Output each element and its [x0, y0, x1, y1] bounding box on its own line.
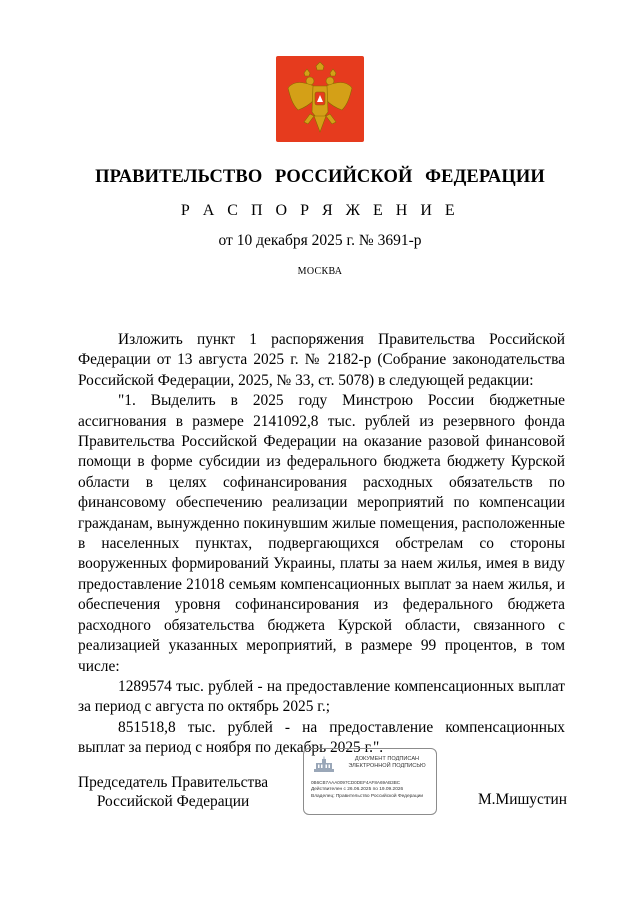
paragraph-payment-aug-oct: 1289574 тыс. рублей - на предоставление компенсационных выплат за период с августа по октябрь 2025 г.;: [78, 677, 565, 716]
document-type: Р А С П О Р Я Ж Е Н И Е: [180, 202, 460, 219]
stamp-validity: Действителен с 26.06.2025 по 19.09.2026: [311, 787, 404, 792]
signatory-position-line1: Председатель Правительства: [78, 774, 269, 791]
stamp-title-line1: ДОКУМЕНТ ПОДПИСАН: [354, 756, 420, 762]
paragraph-intro: Изложить пункт 1 распоряжения Правительства Российской Федерации от 13 августа 2025 г. № 2182-р (Собрание законодательства Российской Федерации, 2025, № 33, ст. 5078) в следующей редакции:: [78, 331, 565, 389]
electronic-signature-stamp: [303, 748, 437, 815]
coat-of-arms-icon: [276, 56, 364, 142]
paragraph-item-1: "1. Выделить в 2025 году Минстрою России бюджетные ассигнования в размере 2141092,8 тыс. рублей из резервного фонда Правительства Российской Федерации на оказание разовой финансовой помощи в форме субсидии из федерального бюджета бюджету Курской области в целях софинансирования расходных обязательств по финансовому обеспечению реализации мероприятий по компенсации гражданам, вынужденно покинувшим жилые помещения, расположенные в населенных пунктах, подвергающихся обстрелам со стороны вооруженных формирований Украины, платы за наем жилья, имея в виду предоставление 21018 семьям компенсационных выплат за наем жилья, и обеспечения уровня софинансирования из федерального бюджета расходного обязательства бюджета Курской области, связанного с реализацией указанных мероприятий, в размере 99 процентов, в том числе:: [78, 392, 565, 675]
stamp-owner: Владелец: Правительство Российской Федерации: [311, 794, 424, 799]
government-building-icon: [312, 756, 336, 774]
document-body: [78, 330, 565, 759]
stamp-certificate-serial: 0B6CB7AAA0097CD0DEF4AF8A69AB3BC: [311, 780, 401, 785]
government-title: ПРАВИТЕЛЬСТВО РОССИЙСКОЙ ФЕДЕРАЦИИ: [95, 167, 545, 187]
document-date-number: от 10 декабря 2025 г. № 3691-р: [218, 232, 422, 249]
signatory-name: М.Мишустин: [478, 791, 568, 808]
document-city: МОСКВА: [297, 266, 343, 277]
paragraph-payment-nov-dec: 851518,8 тыс. рублей - на предоставление компенсационных выплат за период с ноября по декабрь 2025 г.".: [78, 718, 565, 757]
signatory-position: [78, 773, 268, 811]
stamp-title-line2: ЭЛЕКТРОННОЙ ПОДПИСЬЮ: [348, 763, 426, 769]
signatory-position-line2: Российской Федерации: [96, 793, 250, 810]
